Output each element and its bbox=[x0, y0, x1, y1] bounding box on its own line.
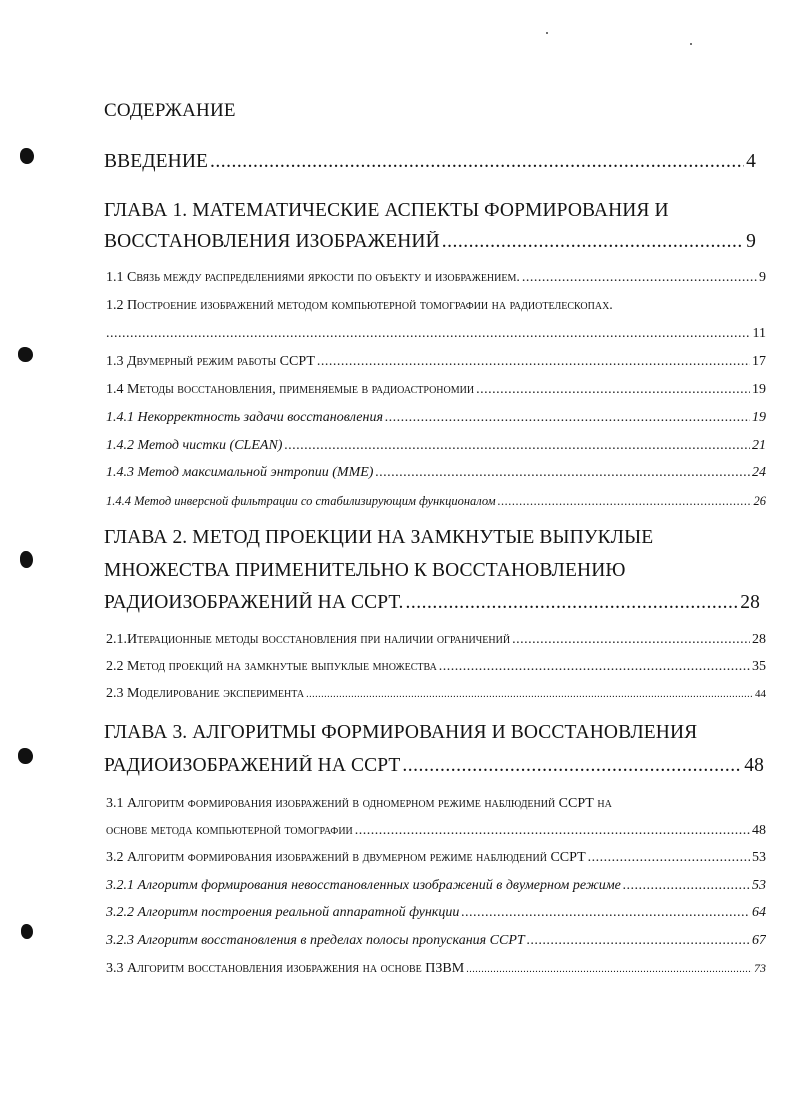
toc-entry-title: 1.2 Построение изображений методом компьютерной томографии на радиотелескопах. bbox=[106, 298, 613, 313]
toc-entry-1-3[interactable] bbox=[106, 354, 766, 370]
toc-entry-title: 1.4.3 Метод максимальной энтропии (MME) bbox=[106, 465, 374, 480]
toc-page-number: 4 bbox=[746, 151, 756, 172]
toc-entry-intro[interactable] bbox=[104, 151, 756, 173]
dot-leader bbox=[317, 354, 750, 370]
toc-entry-title: 3.2 Алгоритм формирования изображений в двумерном режиме наблюдений ССРТ bbox=[106, 850, 586, 865]
toc-page-number: 67 bbox=[752, 933, 766, 948]
dot-leader bbox=[439, 659, 750, 675]
toc-page-number: 11 bbox=[752, 326, 766, 341]
toc-entry-3-2[interactable] bbox=[106, 850, 766, 866]
toc-page-number: 64 bbox=[752, 905, 766, 920]
chapter-2-title-line-1[interactable]: ГЛАВА 2. МЕТОД ПРОЕКЦИИ НА ЗАМКНУТЫЕ ВЫПУКЛЫЕ bbox=[104, 527, 654, 548]
dot-leader bbox=[375, 465, 750, 481]
dot-leader bbox=[522, 270, 757, 286]
toc-entry-title: 2.1.Итерационные методы восстановления при наличии ограничений bbox=[106, 632, 511, 647]
toc-entry-title: 3.2.3 Алгоритм восстановления в пределах полосы пропускания ССРТ bbox=[106, 933, 525, 948]
hole-punch-mark-3 bbox=[20, 551, 33, 568]
toc-page-number: 35 bbox=[752, 659, 766, 674]
toc-entry-3-3[interactable] bbox=[106, 961, 766, 977]
dot-leader bbox=[588, 850, 750, 866]
dot-leader bbox=[498, 494, 752, 509]
toc-entry-3-1-line-1[interactable] bbox=[106, 796, 766, 812]
toc-entry-title: 2.3 Моделирование эксперимента bbox=[106, 686, 305, 701]
toc-page-number: 9 bbox=[746, 231, 756, 252]
dot-leader bbox=[402, 755, 742, 777]
dot-leader bbox=[210, 151, 744, 173]
toc-page-number: 9 bbox=[759, 270, 766, 285]
toc-entry-1-4[interactable] bbox=[106, 382, 766, 398]
toc-entry-title: 1.1 Связь между распределениями яркости по объекту и изображением. bbox=[106, 270, 520, 285]
chapter-1-title-line-2: ВОССТАНОВЛЕНИЯ ИЗОБРАЖЕНИЙ bbox=[104, 231, 440, 252]
toc-page-number: 17 bbox=[752, 354, 766, 369]
page-title: СОДЕРЖАНИЕ bbox=[104, 100, 236, 121]
dot-leader bbox=[512, 632, 750, 648]
toc-entry-title: 3.3 Алгоритм восстановления изображения на основе ПЗВМ bbox=[106, 961, 465, 976]
scan-speck bbox=[690, 43, 692, 45]
toc-entry-1-2[interactable] bbox=[106, 326, 766, 342]
toc-entry-chapter-1[interactable] bbox=[104, 231, 756, 253]
toc-page-number: 28 bbox=[740, 592, 760, 613]
chapter-3-title-line-2: РАДИОИЗОБРАЖЕНИЙ НА ССРТ bbox=[104, 755, 401, 776]
chapter-1-title-line-1[interactable]: ГЛАВА 1. МАТЕМАТИЧЕСКИЕ АСПЕКТЫ ФОРМИРОВАНИЯ И bbox=[104, 200, 669, 221]
toc-entry-3-2-3[interactable] bbox=[106, 933, 766, 949]
toc-page-number: 28 bbox=[752, 632, 766, 647]
toc-entry-title-continued: основе метода компьютерной томографии bbox=[106, 823, 353, 838]
toc-entry-title: 3.2.1 Алгоритм формирования невосстановленных изображений в двумерном режиме bbox=[106, 878, 621, 893]
chapter-3-title-line-1[interactable]: ГЛАВА 3. АЛГОРИТМЫ ФОРМИРОВАНИЯ И ВОССТАНОВЛЕНИЯ bbox=[104, 722, 698, 743]
toc-entry-1-4-4[interactable] bbox=[106, 494, 766, 509]
toc-page-number: 19 bbox=[752, 410, 766, 425]
toc-entry-3-1[interactable] bbox=[106, 823, 766, 839]
dot-leader bbox=[527, 933, 750, 949]
scan-speck bbox=[546, 32, 548, 34]
toc-entry-chapter-3[interactable] bbox=[104, 755, 764, 777]
dot-leader bbox=[355, 823, 750, 839]
toc-page-number: 19 bbox=[752, 382, 766, 397]
toc-entry-title: 1.3 Двумерный режим работы ССРТ bbox=[106, 354, 315, 369]
toc-entry-3-2-1[interactable] bbox=[106, 878, 766, 894]
toc-page-number: 24 bbox=[752, 465, 766, 480]
dot-leader bbox=[106, 326, 751, 342]
toc-entry-1-2-line-1[interactable] bbox=[106, 298, 766, 314]
toc-page-number: 21 bbox=[752, 438, 766, 453]
toc-page-number: 73 bbox=[754, 961, 766, 975]
toc-page-number: 26 bbox=[753, 494, 766, 508]
dot-leader bbox=[306, 689, 753, 700]
toc-page-number: 48 bbox=[744, 755, 764, 776]
hole-punch-mark-1 bbox=[20, 148, 34, 164]
toc-entry-title: 1.4 Методы восстановления, применяемые в радиоастрономии bbox=[106, 382, 475, 397]
toc-entry-1-4-2[interactable] bbox=[106, 438, 766, 454]
dot-leader bbox=[385, 410, 750, 426]
toc-entry-2-3[interactable] bbox=[106, 686, 766, 702]
toc-page-number: 48 bbox=[752, 823, 766, 838]
dot-leader bbox=[442, 231, 744, 253]
toc-entry-title: 2.2 Метод проекций на замкнутые выпуклые множества bbox=[106, 659, 437, 674]
hole-punch-mark-2 bbox=[18, 347, 33, 362]
toc-entry-title: 1.4.4 Метод инверсной фильтрации со стабилизирующим функционалом bbox=[106, 494, 496, 508]
toc-entry-title: ВВЕДЕНИЕ bbox=[104, 151, 209, 172]
toc-page-number: 44 bbox=[755, 688, 766, 700]
dot-leader bbox=[461, 905, 750, 921]
hole-punch-mark-4 bbox=[18, 748, 33, 764]
dot-leader bbox=[623, 878, 750, 894]
toc-entry-title: 1.4.2 Метод чистки (CLEAN) bbox=[106, 438, 283, 453]
toc-entry-title: 1.4.1 Некорректность задачи восстановления bbox=[106, 410, 383, 425]
toc-entry-title: 3.1 Алгоритм формирования изображений в одномерном режиме наблюдений ССРТ на bbox=[106, 796, 612, 811]
toc-page-number: 53 bbox=[752, 878, 766, 893]
toc-entry-1-1[interactable] bbox=[106, 270, 766, 286]
toc-entry-title: 3.2.2 Алгоритм построения реальной аппаратной функции bbox=[106, 905, 460, 920]
toc-entry-1-4-3[interactable] bbox=[106, 465, 766, 481]
toc-entry-3-2-2[interactable] bbox=[106, 905, 766, 921]
toc-entry-2-2[interactable] bbox=[106, 659, 766, 675]
toc-entry-2-1[interactable] bbox=[106, 632, 766, 648]
chapter-2-title-line-2[interactable]: МНОЖЕСТВА ПРИМЕНИТЕЛЬНО К ВОССТАНОВЛЕНИЮ bbox=[104, 560, 626, 581]
dot-leader bbox=[405, 592, 738, 614]
toc-entry-chapter-2[interactable] bbox=[104, 592, 760, 614]
dot-leader bbox=[284, 438, 750, 454]
hole-punch-mark-5 bbox=[21, 924, 33, 939]
toc-entry-1-4-1[interactable] bbox=[106, 410, 766, 426]
toc-page-number: 53 bbox=[752, 850, 766, 865]
dot-leader bbox=[466, 964, 752, 975]
chapter-2-title-line-3: РАДИОИЗОБРАЖЕНИЙ НА ССРТ. bbox=[104, 592, 404, 613]
dot-leader bbox=[476, 382, 750, 398]
